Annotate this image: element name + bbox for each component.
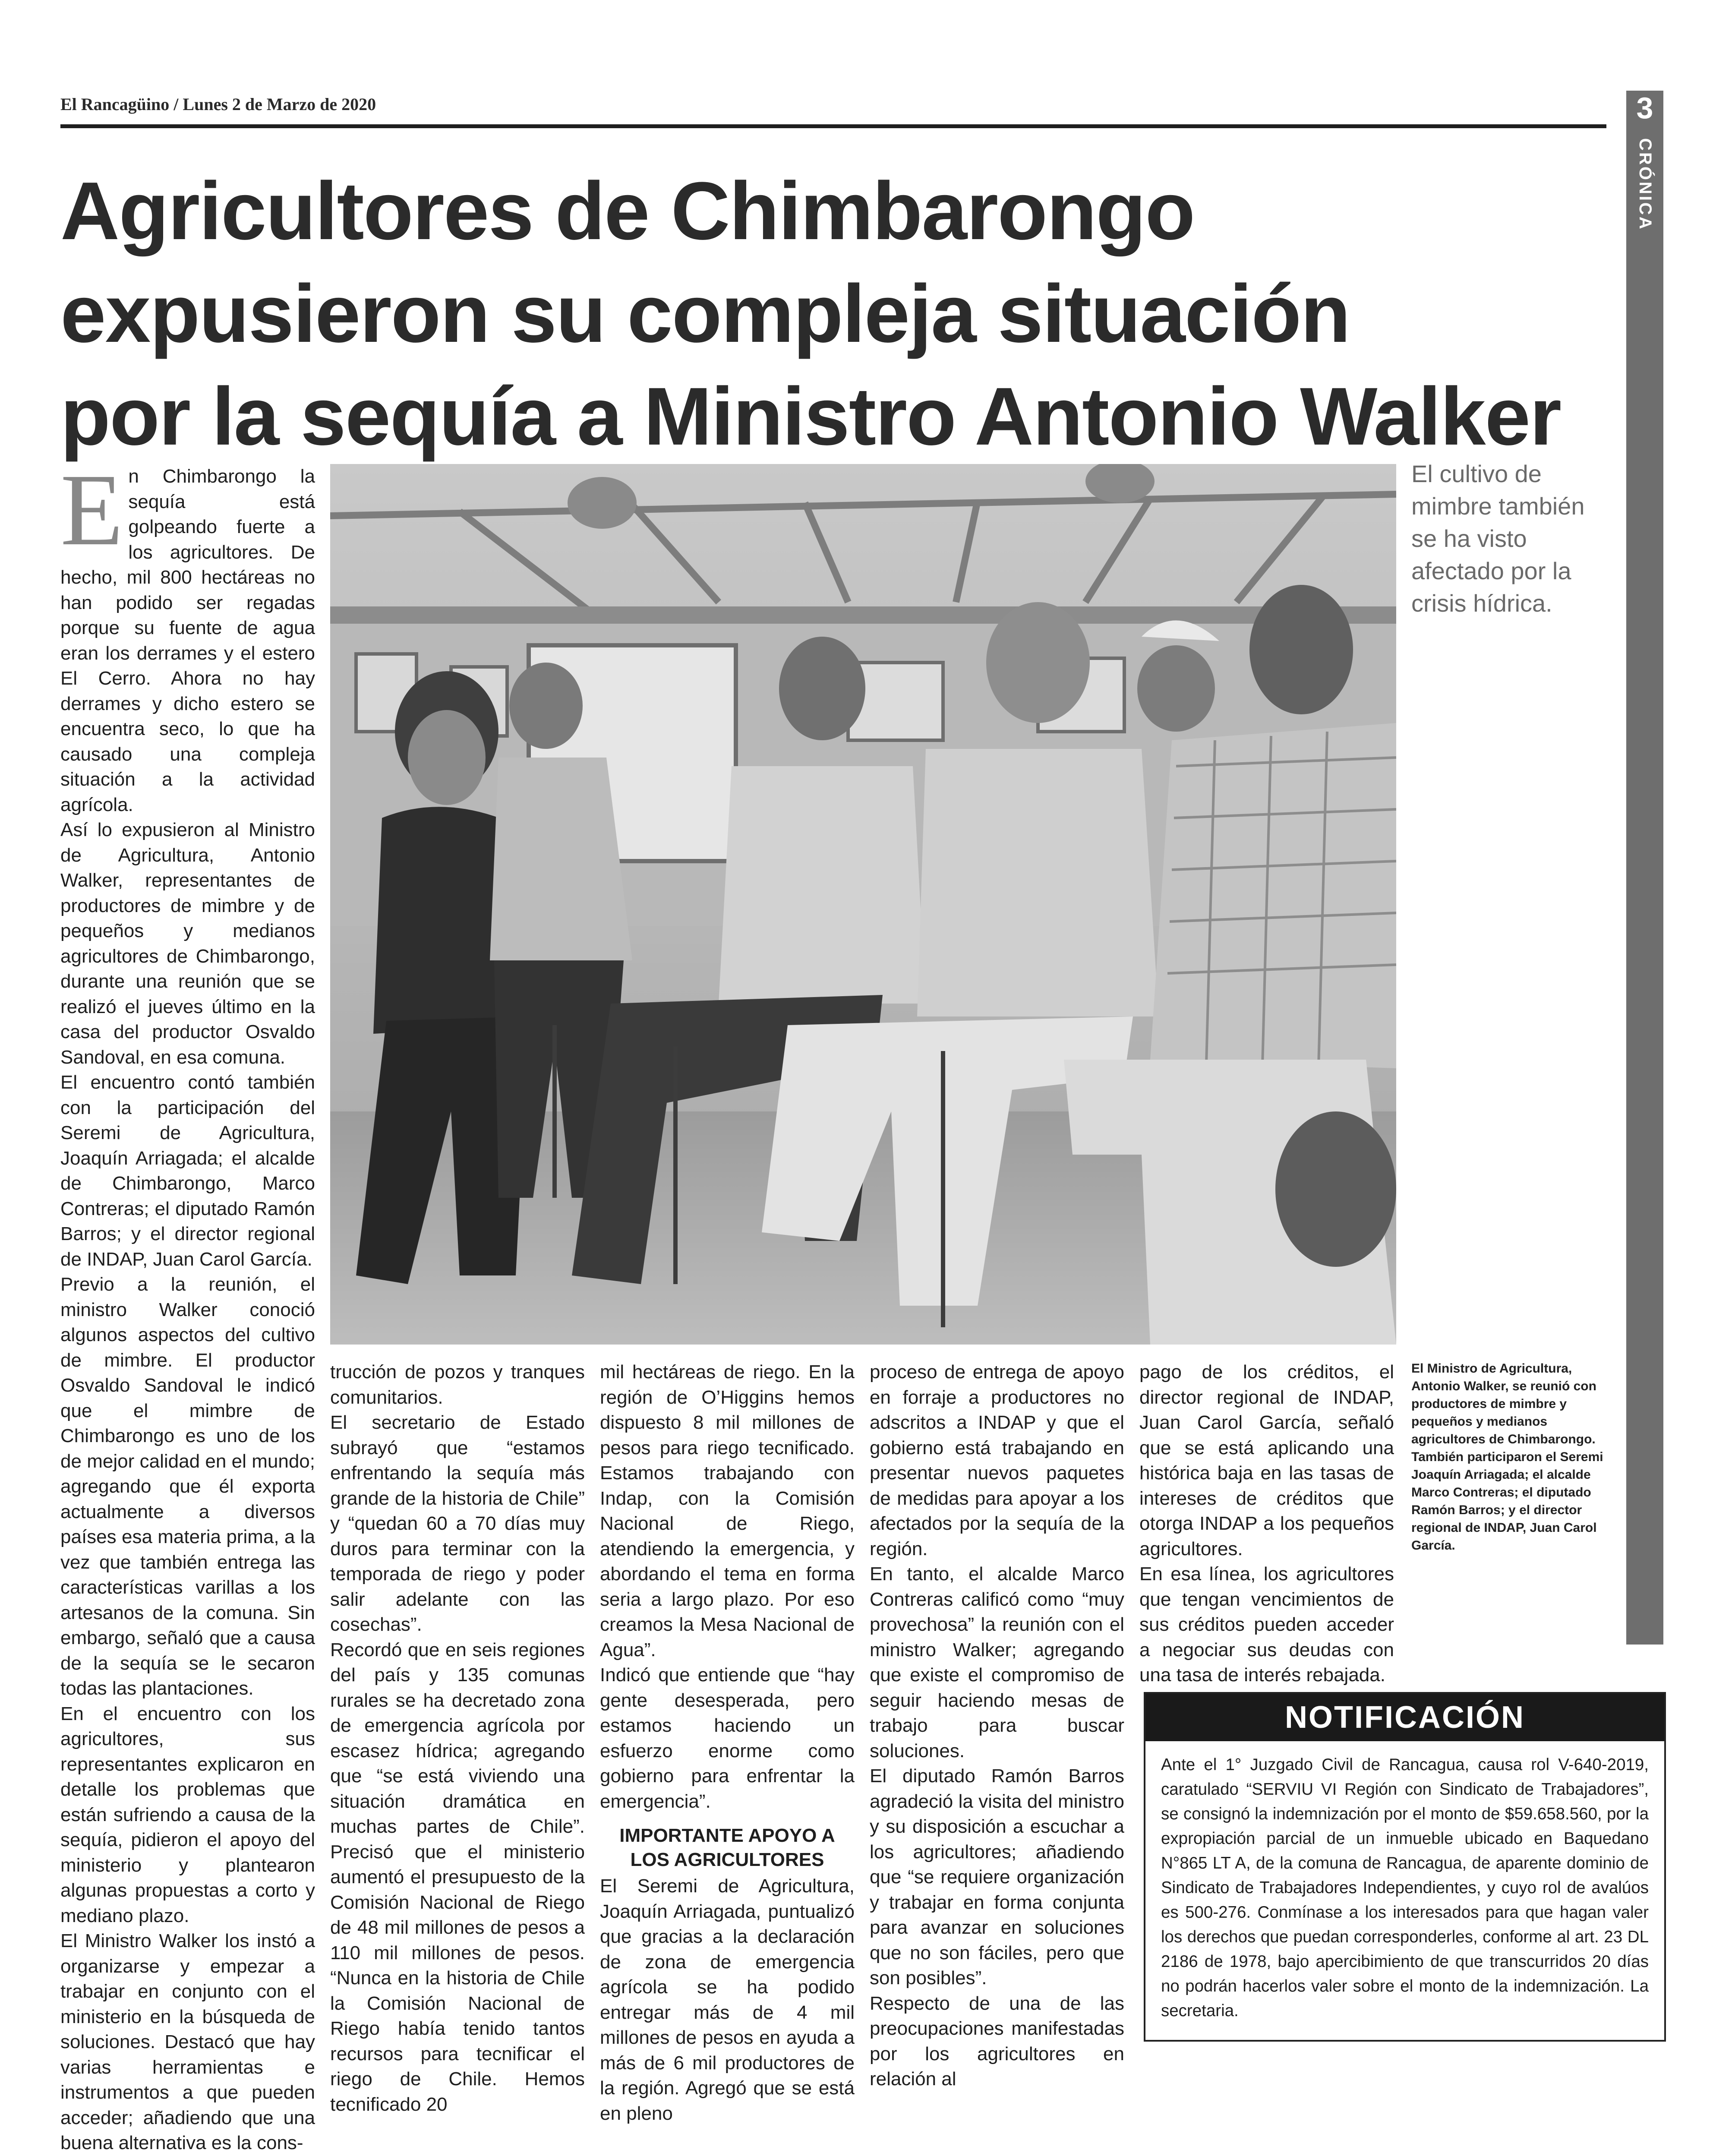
paragraph: En el encuentro con los agricultores, sus representantes explicaron en detalle los problemas que están sufriendo a causa de la sequía, pidieron el apoyo del ministerio y plantearon algunas propuestas a corto y mediano plazo. xyxy=(60,1703,315,1926)
paragraph: El diputado Ramón Barros agradeció la visita del ministro y su disposición a escuchar a los agricultores; añadiendo que “se requiere organización y trabajar en forma conjunta para avanzar en soluciones que no son fáciles, pero que son posibles”. xyxy=(870,1765,1124,1989)
section-sidebar xyxy=(1626,91,1663,1645)
paragraph: Respecto de una de las preocupaciones manifestadas por los agricultores en relación al xyxy=(870,1992,1124,2090)
subheading: IMPORTANTE APOYO A LOS AGRICULTORES xyxy=(619,1825,835,1870)
article-column-3 xyxy=(600,1360,855,2126)
article-column-5 xyxy=(1139,1360,1394,1688)
paragraph: En tanto, el alcalde Marco Contreras calificó como “muy provechosa” la reunión con el ministro Walker; agregando que existe el compromiso de seguir haciendo mesas de trabajo para buscar soluciones. xyxy=(870,1563,1124,1761)
paragraph: trucción de pozos y tranques comunitarios. xyxy=(330,1361,585,1408)
pullquote: El cultivo de mimbre también se ha visto afectado por la crisis hídrica. xyxy=(1411,460,1585,617)
legal-notice-body: Ante el 1° Juzgado Civil de Rancagua, causa rol V-640-2019, caratulado “SERVIU VI Región con Sindicato de Trabajadores”, se consignó la indemnización por el monto de $59.658.560, por la expropiación parcial de un inmueble ubicado en Baquedano N°865 LT A, de la comuna de Rancagua, de aparente dominio de Sindicato de Trabajadores Independientes, y cuyo rol de avalúos es 500-276. Conmínase a los interesados para que hagan valer los derechos que puedan corresponderles, conforme al art. 23 DL 2186 de 1978, bajo apercibimiento de que transcurridos 20 días no podrán hacerlos valer sobre el monto de la indemnización. La secretaria. xyxy=(1161,1755,1649,2020)
paragraph: En esa línea, los agricultores que tengan vencimientos de sus créditos pueden acceder a negociar sus deudas con una tasa de interés rebajada. xyxy=(1139,1563,1394,1686)
drop-cap: E xyxy=(60,453,123,567)
article-column-4 xyxy=(870,1360,1124,2092)
paragraph: El secretario de Estado subrayó que “estamos enfrentando la sequía más grande de la historia de Chile” y “quedan 60 a 70 días muy duros para terminar con la temporada de riego y poder salir adelante con las cosechas”. xyxy=(330,1412,585,1635)
paragraph: El Ministro Walker los instó a organizarse y empezar a trabajar en conjunto con el ministerio en la búsqueda de soluciones. Destacó que hay varias herramientas e instrumentos a que pueden acceder; añadiendo que una buena alternativa es la cons- xyxy=(60,1930,315,2153)
legal-notice-title: NOTIFICACIÓN xyxy=(1145,1694,1664,1741)
masthead-rule xyxy=(60,124,1606,128)
masthead xyxy=(60,94,376,114)
paragraph: El encuentro contó también con la participación del Seremi de Agricultura, Joaquín Arriagada; el alcalde de Chimbarongo, Marco Contreras; el diputado Ramón Barros; y el director regional de INDAP, Juan Carol García. xyxy=(60,1072,315,1270)
paragraph: mil hectáreas de riego. En la región de O’Higgins hemos dispuesto 8 mil millones de pesos para riego tecnificado. Estamos trabajando con Indap, con la Comisión Nacional de Riego, atendiendo la emergencia, y abordando el tema en forma seria a largo plazo. Por eso creamos la Mesa Nacional de Agua”. xyxy=(600,1361,855,1660)
paragraph: n Chimbarongo la sequía está golpeando fuerte a los agricultores. De hecho, mil 800 hectáreas no han podido ser regadas porque su fuente de agua eran los derrames y el estero El Cerro. Ahora no hay derrames y dicho estero se encuentra seco, lo que ha causado una compleja situación a la actividad agrícola. xyxy=(60,466,315,815)
paragraph: Así lo expusieron al Ministro de Agricultura, Antonio Walker, representantes de productores de mimbre y de pequeños y medianos agricultores de Chimbarongo, durante una reunión que se realizó el jueves último en la casa del productor Osvaldo Sandoval, en esa comuna. xyxy=(60,819,315,1068)
meeting-photo-illustration xyxy=(330,464,1396,1345)
paragraph: pago de los créditos, el director regional de INDAP, Juan Carol García, señaló que se está aplicando una histórica baja en las tasas de intereses de créditos que otorga INDAP a los pequeños agricultores. xyxy=(1139,1361,1394,1559)
headline-line-1: Agricultores de Chimbarongo xyxy=(60,165,1195,257)
issue-date: Lunes 2 de Marzo de 2020 xyxy=(183,95,376,114)
headline-line-3: por la sequía a Ministro Antonio Walker xyxy=(60,371,1561,462)
article-column-1 xyxy=(60,453,315,2156)
page-number: 3 xyxy=(1636,91,1653,125)
news-photo xyxy=(330,464,1396,1345)
paragraph: proceso de entrega de apoyo en forraje a productores no adscritos a INDAP y que el gobierno está trabajando en presentar nuevos paquetes de medidas para apoyar a los afectados por la sequía de la región. xyxy=(870,1361,1124,1559)
article-column-2 xyxy=(330,1360,585,2117)
headline-line-2: expusieron su compleja situación xyxy=(60,268,1350,360)
section-label: CRÓNICA xyxy=(1636,138,1655,231)
photo-caption: El Ministro de Agricultura, Antonio Walker, se reunió con productores de mimbre y pequeños y medianos agricultores de Chimbarongo. También participaron el Seremi Joaquín Arriagada; el alcalde Marco Contreras; el diputado Ramón Barros; y el director regional de INDAP, Juan Carol García. xyxy=(1411,1361,1603,1553)
paragraph: Previo a la reunión, el ministro Walker conoció algunos aspectos del cultivo de mimbre. El productor Osvaldo Sandoval le indicó que el mimbre de Chimbarongo es uno de los de mejor calidad en el mundo; agregando que él exporta actualmente a diversos países esa materia prima, a la vez que también entrega las características varillas a los artesanos de la comuna. Sin embargo, señaló que a causa de la sequía se le secaron todas las plantaciones. xyxy=(60,1274,315,1699)
headline xyxy=(60,160,1597,468)
paragraph: Indicó que entiende que “hay gente desesperada, pero estamos haciendo un esfuerzo enorme como gobierno para enfrentar la emergencia”. xyxy=(600,1664,855,1812)
paragraph: Recordó que en seis regiones del país y 135 comunas rurales se ha decretado zona de emergencia agrícola por escasez hídrica; agregando que “se está viviendo una situación dramática en muchas partes de Chile”. Precisó que el ministerio aumentó el presupuesto de la Comisión Nacional de Riego de 48 mil millones de pesos a 110 mil millones de pesos. “Nunca en la historia de Chile la Comisión Nacional de Riego había tenido tantos recursos para tecnificar el riego de Chile. Hemos tecnificado 20 xyxy=(330,1639,585,2115)
paragraph: El Seremi de Agricultura, Joaquín Arriagada, puntualizó que gracias a la declaración de zona de emergencia agrícola se ha podido entregar más de 4 mil millones de pesos en ayuda a más de 6 mil productores de la región. Agregó que se está en pleno xyxy=(600,1875,855,2124)
paper-name: El Rancagüino / xyxy=(60,95,179,114)
